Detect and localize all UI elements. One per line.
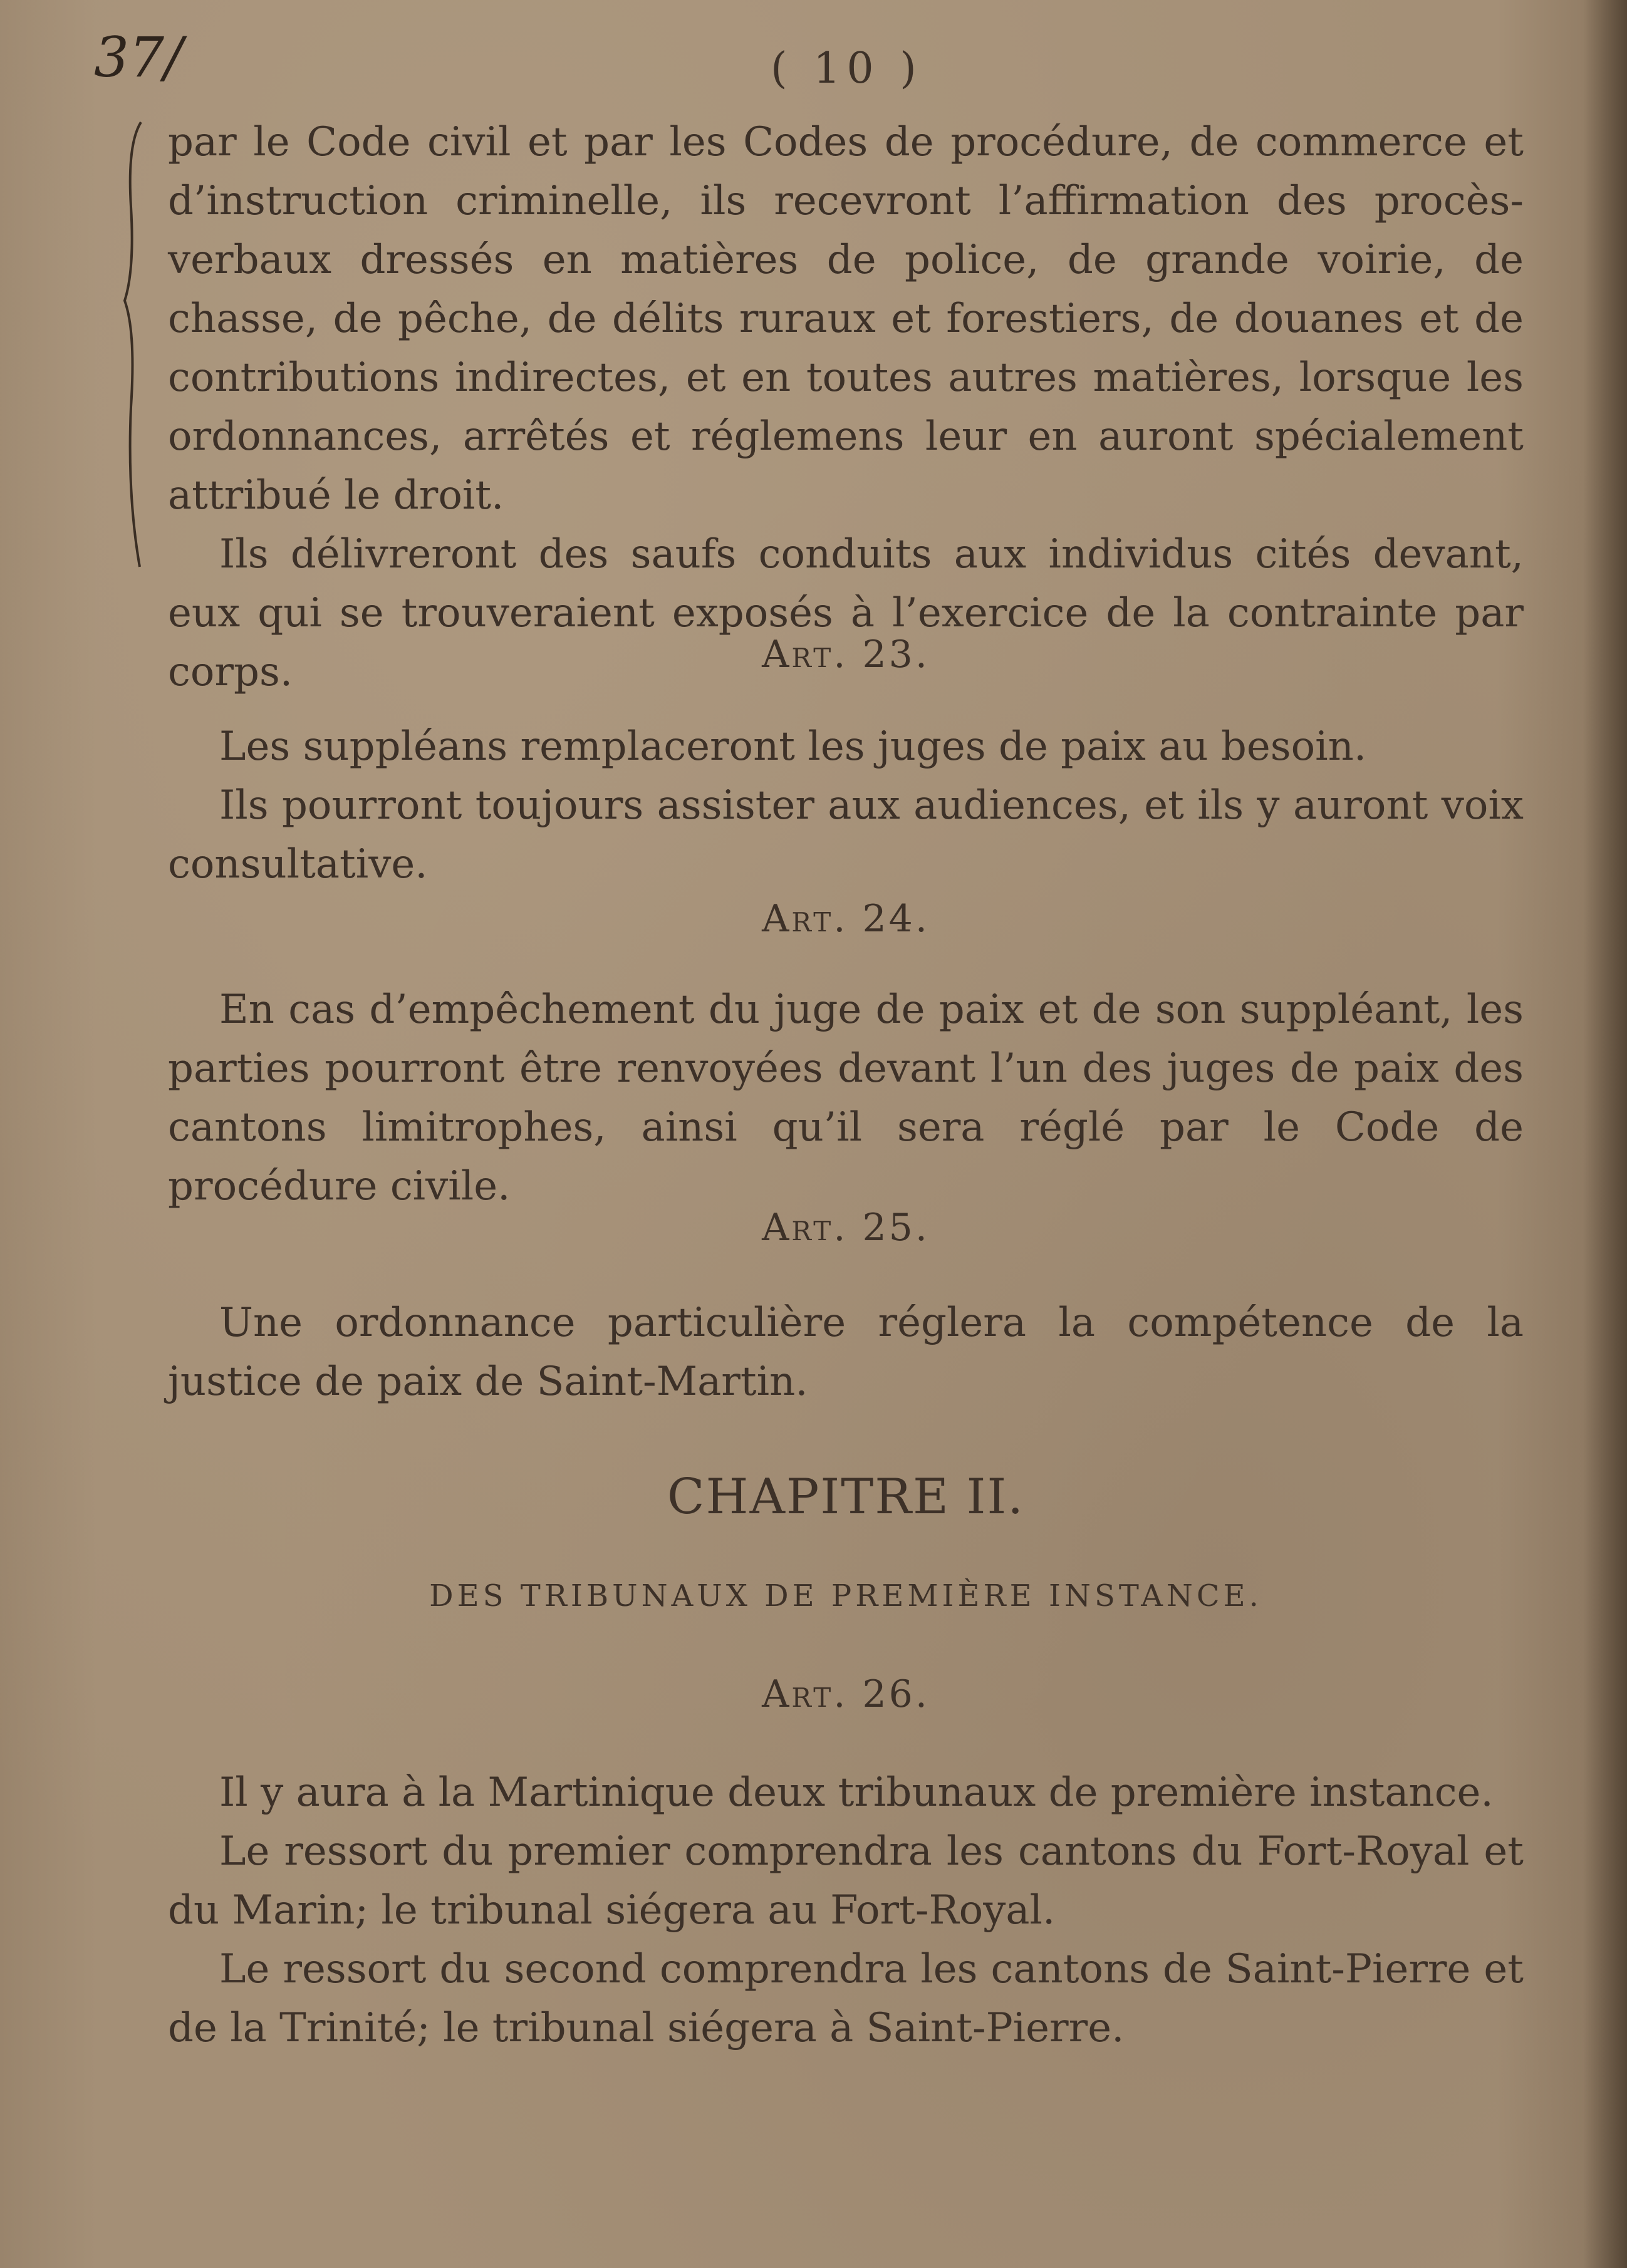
paragraph: Le ressort du second comprendra les cantons de Saint-Pierre et de la Trinité; le tribunal siégera à Saint-Pierre. (168, 1946, 1524, 2051)
paragraph: Les suppléans remplaceront les juges de paix au besoin. (219, 723, 1367, 770)
article-26-body (168, 1763, 1524, 2058)
paragraph: Une ordonnance particulière réglera la compétence de la justice de paix de Saint-Martin. (168, 1300, 1524, 1405)
page-number: ( 10 ) (771, 44, 923, 93)
paragraph: Le ressort du premier comprendra les cantons du Fort-Royal et du Marin; le tribunal siégera au Fort-Royal. (168, 1828, 1524, 1934)
article-25-body (168, 1293, 1524, 1411)
article-heading-26: Art. 26. (762, 1672, 930, 1716)
page-binding-shadow (1583, 0, 1627, 2268)
paragraph: Il y aura à la Martinique deux tribunaux de première instance. (219, 1769, 1494, 1816)
article-heading-25: Art. 25. (762, 1206, 930, 1250)
article-heading-24: Art. 24. (762, 897, 930, 941)
article-23-body (168, 717, 1524, 894)
article-24-body (168, 980, 1524, 1216)
paragraph: par le Code civil et par les Codes de procédure, de commerce et d’instruction criminelle, ils recevront l’affirmation des procès-verbaux dressés en matières de police, de grande voirie, de chasse, de pêche, de délits ruraux et forestiers, de douanes et de contributions indirectes, et en toutes autres matières, lorsque les ordonnances, arrêtés et réglemens leur en auront spécialement attribué le droit. (168, 119, 1524, 519)
paragraph: Ils délivreront des saufs conduits aux individus cités devant, eux qui se trouveraient exposés à l’exercice de la contrainte par corps. (168, 531, 1524, 695)
handwritten-margin-note: 37/ (94, 25, 183, 90)
text-block-continuation (168, 113, 1524, 702)
paragraph: En cas d’empêchement du juge de paix et de son suppléant, les parties pourront être renvoyées devant l’un des juges de paix des cantons limitrophes, ainsi qu’il sera réglé par le Code de procédure civile. (168, 986, 1524, 1209)
chapter-subtitle: DES TRIBUNAUX DE PREMIÈRE INSTANCE. (429, 1578, 1262, 1613)
chapter-title: CHAPITRE II. (667, 1469, 1025, 1525)
paragraph: Ils pourront toujours assister aux audiences, et ils y auront voix consultative. (168, 782, 1524, 888)
margin-bracket-mark (122, 119, 147, 570)
article-heading-23: Art. 23. (762, 633, 930, 676)
